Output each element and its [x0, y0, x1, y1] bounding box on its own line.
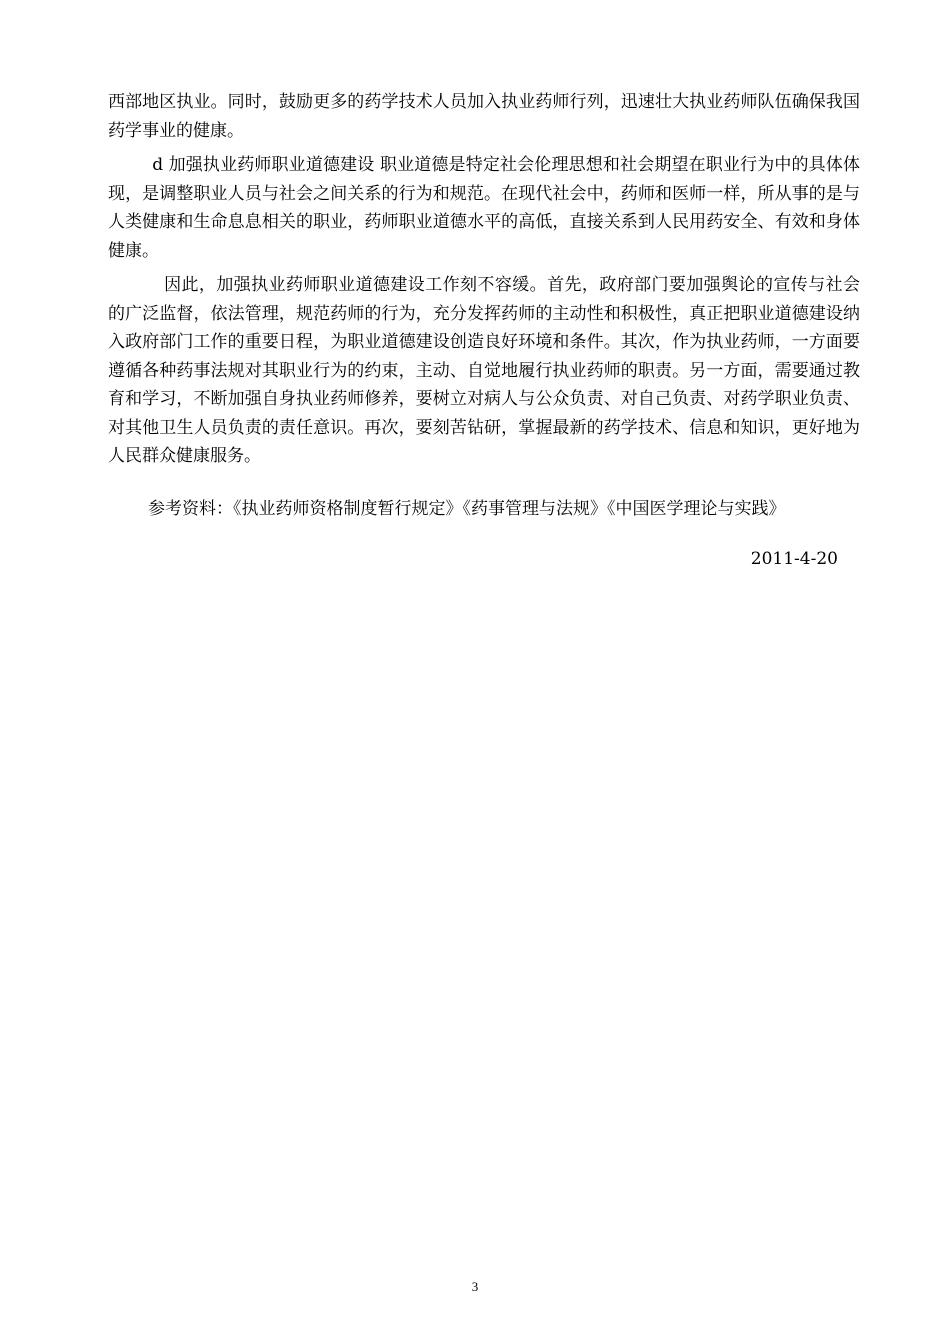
- references-line: 参考资料：《执业药师资格制度暂行规定》《药事管理与法规》《中国医学理论与实践》: [148, 498, 786, 519]
- paragraph-ethics-section: d 加强执业药师职业道德建设 职业道德是特定社会伦理思想和社会期望在职业行为中的具体体现，是调整职业人员与社会之间关系的行为和规范。在现代社会中，药师和医师一样，所从事的是与人类健康和生命息息相关的职业，药师职业道德水平的高低，直接关系到人民用药安全、有效和身体健康。: [108, 155, 860, 261]
- paragraph-conclusion: 因此，加强执业药师职业道德建设工作刻不容缓。首先，政府部门要加强舆论的宣传与社会的广泛监督，依法管理，规范药师的行为，充分发挥药师的主动性和积极性，真正把职业道德建设纳入政府部门工作的重要日程，为职业道德建设创造良好环境和条件。其次，作为执业药师，一方面要遵循各种药事法规对其职业行为的约束，主动、自觉地履行执业药师的职责。另一方面，需要通过教育和学习，不断加强自身执业药师修养，要树立对病人与公众负责、对自己负责、对药学职业负责、对其他卫生人员负责的责任意识。再次，要刻苦钻研，掌握最新的药学技术、信息和知识，更好地为人民群众健康服务。: [108, 275, 860, 466]
- document-body: [108, 88, 860, 574]
- document-date: 2011-4-20: [750, 549, 838, 569]
- paragraph-continuation: 西部地区执业。同时，鼓励更多的药学技术人员加入执业药师行列，迅速壮大执业药师队伍确保我国药学事业的健康。: [108, 92, 860, 141]
- page-number: 3: [471, 1279, 479, 1294]
